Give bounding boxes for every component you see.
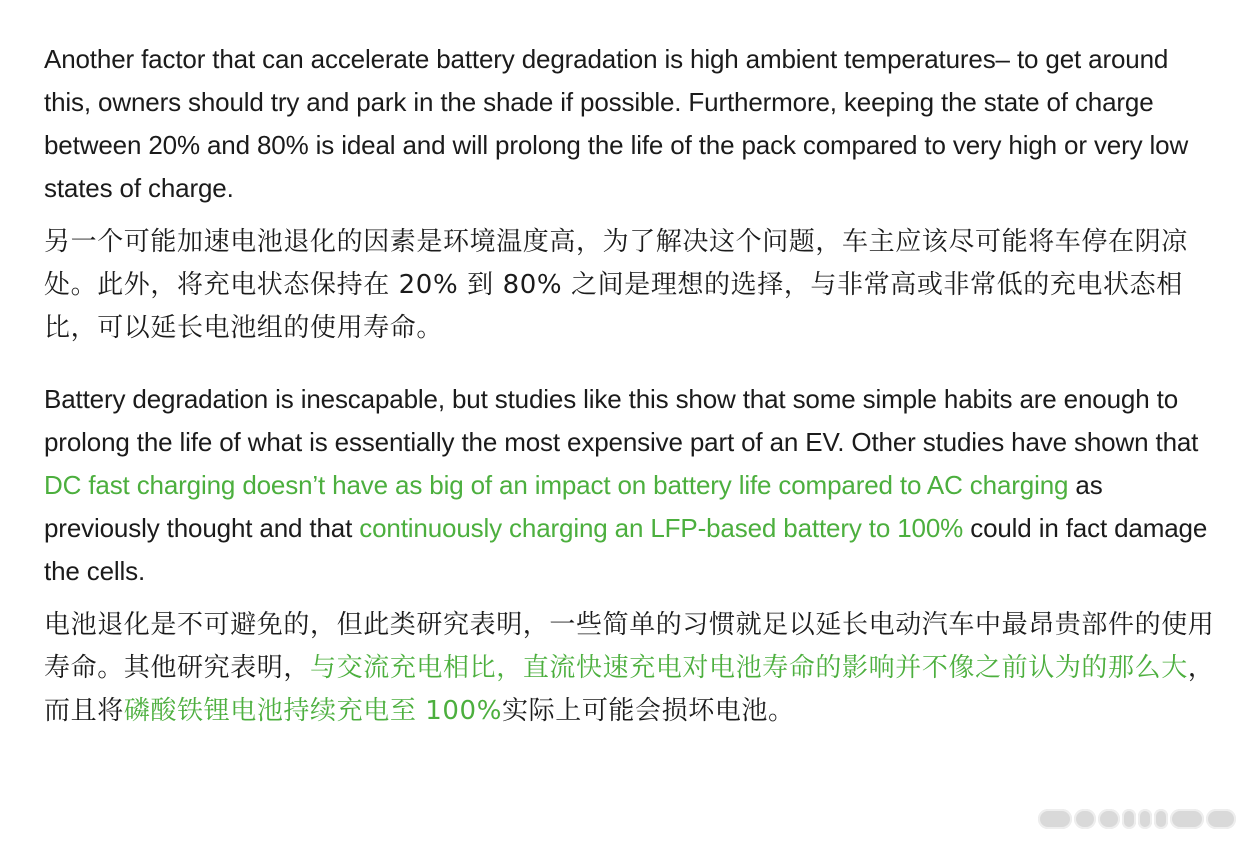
link-lfp-100-zh[interactable]: 磷酸铁锂电池持续充电至 100%	[123, 696, 503, 726]
link-lfp-100-en[interactable]: continuously charging an LFP-based battery to 100%	[359, 513, 964, 543]
paragraph-2-english	[44, 378, 1216, 593]
link-dc-fast-charging-en[interactable]: DC fast charging doesn’t have as big of an impact on battery life compared to AC charging	[44, 470, 1069, 500]
paragraph-2-chinese-text-b: ，而且将	[44, 653, 1215, 726]
paragraph-spacer	[44, 593, 1216, 604]
paragraph-1-chinese-text: 另一个可能加速电池退化的因素是环境温度高，为了解决这个问题，车主应该尽可能将车停在阴凉处。此外，将充电状态保持在 20% 到 80% 之间是理想的选择，与非常高或非常低的充电状态相比，可以延长电池组的使用寿命。	[44, 227, 1188, 343]
watermark-segment	[1074, 809, 1096, 829]
paragraph-2-english-text-a: Battery degradation is inescapable, but studies like this show that some simple habits are enough to prolong the life of what is essentially the most expensive part of an EV. Other studies have shown that	[44, 384, 1199, 457]
paragraph-1-english	[44, 38, 1216, 210]
paragraph-1-english-text: Another factor that can accelerate battery degradation is high ambient temperatures– to get around this, owners should try and park in the shade if possible. Furthermore, keeping the state of charge between 20% and 80% is ideal and will prolong the life of the pack compared to very high or very low states of charge.	[44, 44, 1189, 203]
section-spacer	[44, 350, 1216, 378]
watermark-segment	[1154, 809, 1168, 829]
paragraph-2-chinese-text-c: 实际上可能会损坏电池。	[502, 696, 795, 726]
paragraph-2-chinese	[44, 604, 1216, 733]
watermark-segment	[1206, 809, 1236, 829]
paragraph-1-chinese	[44, 221, 1216, 350]
watermark-segment	[1138, 809, 1152, 829]
paragraph-2-chinese-text-a: 电池退化是不可避免的，但此类研究表明，一些简单的习惯就足以延长电动汽车中最昂贵部件的使用寿命。其他研究表明，	[44, 610, 1215, 683]
paragraph-2-english-text-b: as previously thought and that	[44, 470, 1103, 543]
watermark-segment	[1170, 809, 1204, 829]
article-body	[44, 38, 1216, 733]
watermark-segment	[1122, 809, 1136, 829]
paragraph-spacer	[44, 210, 1216, 221]
watermark-logo	[1038, 808, 1238, 830]
paragraph-2-english-text-c: could in fact damage the cells.	[44, 513, 1208, 586]
watermark-segment	[1098, 809, 1120, 829]
watermark-segment	[1038, 809, 1072, 829]
link-dc-fast-charging-zh[interactable]: 与交流充电相比，直流快速充电对电池寿命的影响并不像之前认为的那么大	[310, 653, 1188, 683]
